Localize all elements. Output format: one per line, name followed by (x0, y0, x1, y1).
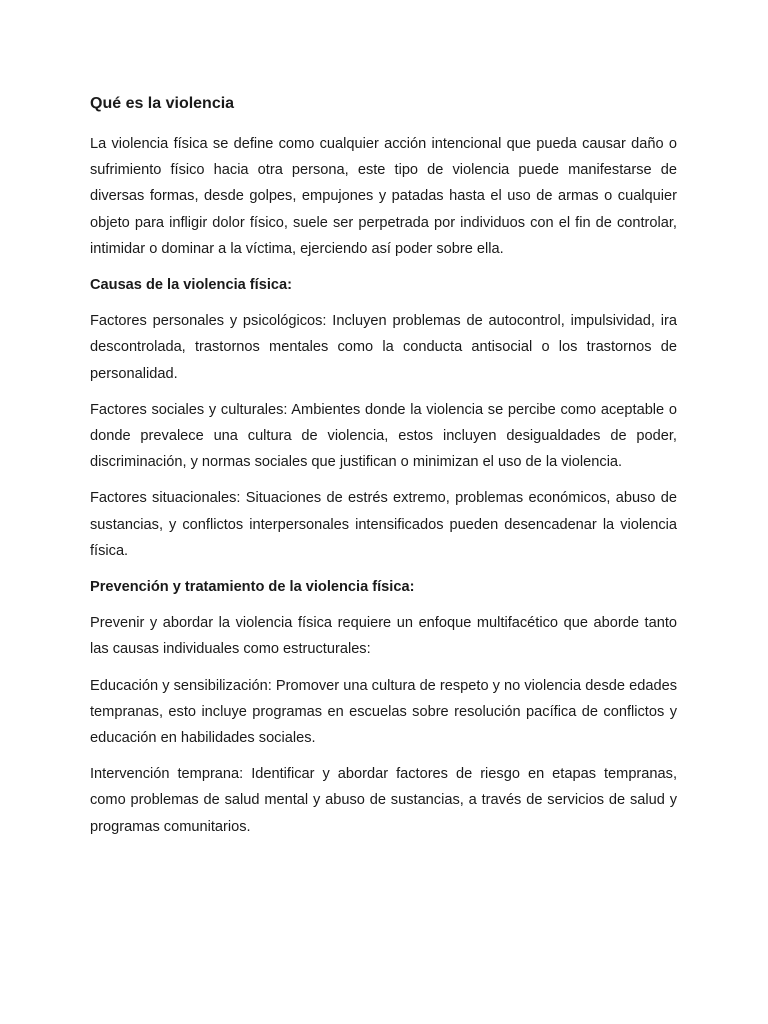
causes-heading: Causas de la violencia física: (90, 277, 292, 294)
intro-paragraph: La violencia física se define como cualquier acción intencional que pueda causar daño o sufrimiento físico hacia otra persona, este tipo de violencia puede manifestarse de diversas formas, desde golpes, empujones y patadas hasta el uso de armas o cualquier objeto para infligir dolor físico, suele ser perpetrada por individuos con el fin de controlar, intimidar o dominar a la víctima, ejerciendo así poder sobre ella. (90, 136, 677, 257)
page-title: Qué es la violencia (90, 95, 235, 112)
prevention-heading: Prevención y tratamiento de la violencia física: (90, 579, 415, 596)
prevention-intro-paragraph: Prevenir y abordar la violencia física requiere un enfoque multifacético que aborde tanto las causas individuales como estructurales: (90, 615, 677, 658)
prevention-education-paragraph: Educación y sensibilización: Promover una cultura de respeto y no violencia desde edades tempranas, esto incluye programas en escuelas sobre resolución pacífica de conflictos y educación en habilidades sociales. (90, 677, 677, 747)
cause-personal-paragraph: Factores personales y psicológicos: Incluyen problemas de autocontrol, impulsividad, ira descontrolada, trastornos mentales como la conducta antisocial o los trastornos de personalidad. (90, 313, 677, 382)
document-page (90, 91, 677, 850)
cause-social-paragraph: Factores sociales y culturales: Ambientes donde la violencia se percibe como aceptable o donde prevalece una cultura de violencia, estos incluyen desigualdades de poder, discriminación, y normas sociales que justifican o minimizan el uso de la violencia. (90, 401, 677, 471)
cause-situational-paragraph: Factores situacionales: Situaciones de estrés extremo, problemas económicos, abuso de sustancias, y conflictos interpersonales intensificados pueden desencadenar la violencia física. (90, 490, 677, 559)
prevention-early-paragraph: Intervención temprana: Identificar y abordar factores de riesgo en etapas tempranas, como problemas de salud mental y abuso de sustancias, a través de servicios de salud y programas comunitarios. (90, 766, 677, 835)
